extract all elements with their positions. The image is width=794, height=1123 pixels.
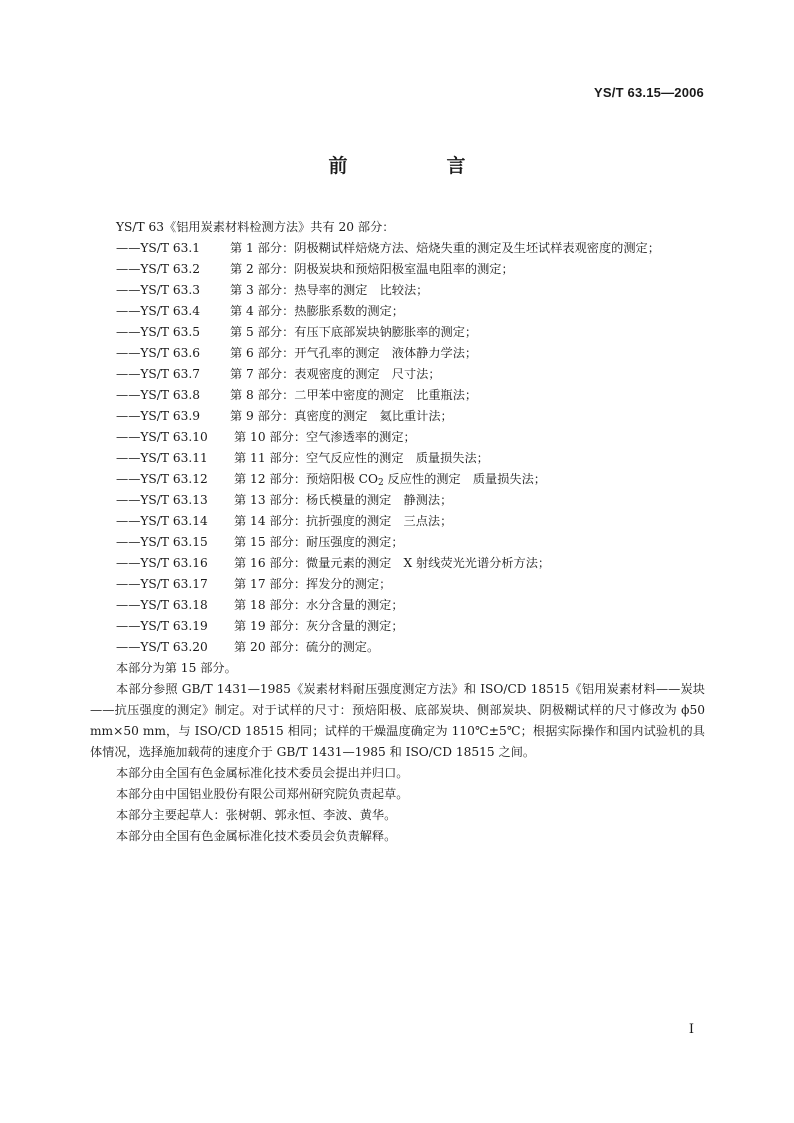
part-code: ——YS/T 63.5: [116, 325, 201, 339]
part-text: 第 13 部分：杨氏模量的测定 静测法；: [234, 493, 453, 507]
part-code: ——YS/T 63.20: [116, 640, 208, 654]
list-item: [90, 427, 705, 448]
part-text: 第 14 部分：抗折强度的测定 三点法；: [234, 514, 453, 528]
list-item: [90, 259, 705, 280]
list-item: [90, 490, 705, 511]
part-text: 第 2 部分：阴极炭块和预焙阳极室温电阻率的测定；: [230, 262, 514, 276]
part-code: ——YS/T 63.16: [116, 556, 208, 570]
part-code: ——YS/T 63.11: [116, 451, 208, 465]
part-text-a: 第 12 部分：预焙阳极 CO: [234, 472, 378, 486]
part-text: 第 8 部分：二甲苯中密度的测定 比重瓶法；: [230, 388, 478, 402]
drafted-by-line: 本部分由中国铝业股份有限公司郑州研究院负责起草。: [116, 787, 409, 801]
reference-paragraph: 本部分参照 GB/T 1431—1985《炭素材料耐压强度测定方法》和 ISO/CD 18515《铝用炭素材料——炭块——抗压强度的测定》制定。对于试样的尺寸：预焙阳极、底部炭块、侧部炭块、阴极糊试样的尺寸修改为 ϕ50 mm×50 mm，与 ISO/CD 18515 相同；试样的干燥温度确定为 110℃±5℃；根据实际操作和国内试验机的具体情况，选择施加载荷的速度介于 GB/T 1431—1985 和 ISO/CD 18515 之间。: [90, 682, 705, 759]
part-text-b: 反应性的测定 质量损失法；: [383, 472, 546, 486]
part-code: ——YS/T 63.12: [116, 472, 208, 486]
part-code: ——YS/T 63.4: [116, 304, 201, 318]
part-text: 第 15 部分：耐压强度的测定；: [234, 535, 404, 549]
list-item: [90, 238, 705, 259]
intro-line: YS/T 63《铝用炭素材料检测方法》共有 20 部分：: [116, 220, 395, 234]
part-code: ——YS/T 63.13: [116, 493, 208, 507]
list-item: [90, 280, 705, 301]
part-code: ——YS/T 63.6: [116, 346, 201, 360]
part-text: 第 1 部分：阴极糊试样焙烧方法、焙烧失重的测定及生坯试样表观密度的测定；: [230, 241, 660, 255]
list-item: [90, 385, 705, 406]
part-code: ——YS/T 63.7: [116, 367, 201, 381]
list-item: [90, 322, 705, 343]
part-text: [234, 472, 546, 486]
part-text: 第 19 部分：灰分含量的测定；: [234, 619, 404, 633]
part-code: ——YS/T 63.8: [116, 388, 201, 402]
list-item: [90, 301, 705, 322]
foreword-content: [90, 217, 705, 847]
part-text: 第 9 部分：真密度的测定 氦比重计法；: [230, 409, 453, 423]
list-item: [90, 616, 705, 637]
part-code: ——YS/T 63.18: [116, 598, 208, 612]
drafters-line: 本部分主要起草人：张树朝、郭永恒、李波、黄华。: [116, 808, 397, 822]
parts-list: [90, 238, 705, 658]
list-item: [90, 406, 705, 427]
document-code: YS/T 63.15—2006: [594, 85, 704, 100]
part-text: 第 16 部分：微量元素的测定 X 射线荧光光谱分析方法；: [234, 556, 551, 570]
part-code: ——YS/T 63.19: [116, 619, 208, 633]
page-number: I: [688, 1022, 694, 1037]
proposed-by-line: 本部分由全国有色金属标准化技术委员会提出并归口。: [116, 766, 409, 780]
part-text: 第 4 部分：热膨胀系数的测定；: [230, 304, 404, 318]
part-code: ——YS/T 63.10: [116, 430, 208, 444]
list-item: [90, 469, 705, 490]
list-item: [90, 364, 705, 385]
part-code: ——YS/T 63.9: [116, 409, 201, 423]
subscript: 2: [377, 478, 384, 488]
list-item: [90, 553, 705, 574]
interpretation-line: 本部分由全国有色金属标准化技术委员会负责解释。: [116, 829, 397, 843]
part-code: ——YS/T 63.17: [116, 577, 208, 591]
part-code: ——YS/T 63.15: [116, 535, 208, 549]
list-item: [90, 532, 705, 553]
list-item: [90, 574, 705, 595]
list-item: [90, 343, 705, 364]
list-item: [90, 637, 705, 658]
part-text: 第 18 部分：水分含量的测定；: [234, 598, 404, 612]
page-title: 前 言: [328, 155, 506, 177]
part-text: 第 6 部分：开气孔率的测定 液体静力学法；: [230, 346, 478, 360]
list-item: [90, 595, 705, 616]
part-text: 第 7 部分：表观密度的测定 尺寸法；: [230, 367, 441, 381]
part-text: 第 11 部分：空气反应性的测定 质量损失法；: [234, 451, 489, 465]
list-item: [90, 448, 705, 469]
part-text: 第 17 部分：挥发分的测定；: [234, 577, 392, 591]
part-text: 第 10 部分：空气渗透率的测定；: [234, 430, 416, 444]
part-code: ——YS/T 63.14: [116, 514, 208, 528]
part-text: 第 20 部分：硫分的测定。: [234, 640, 380, 654]
part-code: ——YS/T 63.2: [116, 262, 201, 276]
list-item: [90, 511, 705, 532]
this-part-line: 本部分为第 15 部分。: [116, 661, 237, 675]
part-text: 第 5 部分：有压下底部炭块钠膨胀率的测定；: [230, 325, 478, 339]
part-text: 第 3 部分：热导率的测定 比较法；: [230, 283, 429, 297]
part-code: ——YS/T 63.1: [116, 241, 201, 255]
part-code: ——YS/T 63.3: [116, 283, 201, 297]
